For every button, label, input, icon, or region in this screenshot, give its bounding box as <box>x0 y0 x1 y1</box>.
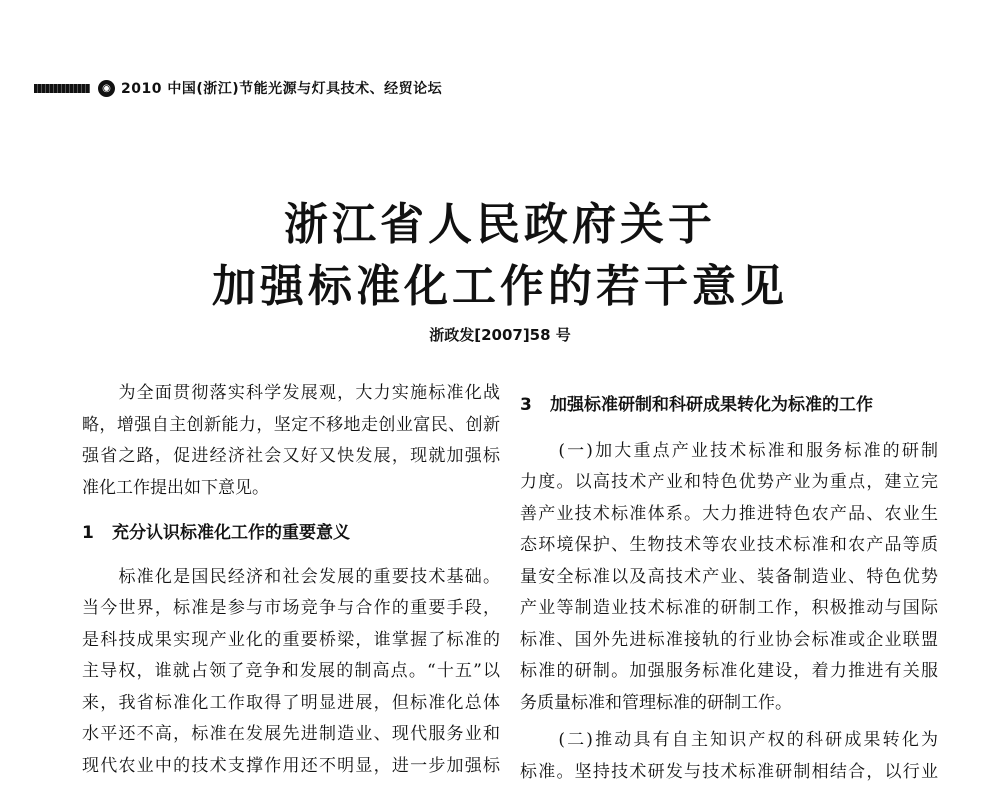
text-line: 力度。以高技术产业和特色优势产业为重点，建立完 <box>520 467 938 499</box>
section-3-number: 3 <box>520 390 550 422</box>
text-line: 产业等制造业技术标准的研制工作，积极推动与国际 <box>520 593 938 625</box>
section-1-title: 充分认识标准化工作的重要意义 <box>112 523 350 543</box>
text-line: 当今世界，标准是参与市场竞争与合作的重要手段， <box>82 593 500 625</box>
text-line: 态环境保护、生物技术等农业技术标准和农产品等质 <box>520 530 938 562</box>
title-line-1: 浙江省人民政府关于 <box>0 188 1000 252</box>
text-line: 准化工作提出如下意见。 <box>82 473 500 505</box>
text-line: 来，我省标准化工作取得了明显进展，但标准化总体 <box>82 688 500 720</box>
section-3-heading <box>520 390 938 422</box>
section-1-paragraph <box>82 562 500 783</box>
text-line: 现代农业中的技术支撑作用还不明显，进一步加强标 <box>82 751 500 783</box>
section-3-paragraph-2 <box>520 725 938 788</box>
text-line: 标准化是国民经济和社会发展的重要技术基础。 <box>82 562 500 594</box>
text-line: 是科技成果实现产业化的重要桥梁，谁掌握了标准的 <box>82 625 500 657</box>
running-head-text: 2010 中国(浙江)节能光源与灯具技术、经贸论坛 <box>121 78 442 98</box>
intro-paragraph <box>82 378 500 504</box>
text-line: 善产业技术标准体系。大力推进特色农产品、农业生 <box>520 499 938 531</box>
title-line-2: 加强标准化工作的若干意见 <box>0 250 1000 314</box>
header-bar-graphic <box>34 84 90 93</box>
text-line: 强省之路，促进经济社会又好又快发展，现就加强标 <box>82 441 500 473</box>
text-line: 水平还不高，标准在发展先进制造业、现代服务业和 <box>82 719 500 751</box>
text-line: 标准的研制。加强服务标准化建设，着力推进有关服 <box>520 656 938 688</box>
right-column <box>520 378 938 788</box>
forum-logo-icon: ◉ <box>98 80 115 97</box>
text-line: 量安全标准以及高技术产业、装备制造业、特色优势 <box>520 562 938 594</box>
section-3-paragraph-1 <box>520 436 938 720</box>
text-line: (一)加大重点产业技术标准和服务标准的研制 <box>520 436 938 468</box>
text-line: 标准、国外先进标准接轨的行业协会标准或企业联盟 <box>520 625 938 657</box>
section-1-heading <box>82 518 500 550</box>
text-line: 主导权，谁就占领了竞争和发展的制高点。“十五”以 <box>82 656 500 688</box>
document-number: 浙政发[2007]58 号 <box>0 324 1000 345</box>
left-column <box>82 378 500 782</box>
text-line: 略，增强自主创新能力，坚定不移地走创业富民、创新 <box>82 410 500 442</box>
text-line: 为全面贯彻落实科学发展观，大力实施标准化战 <box>82 378 500 410</box>
text-line: 标准。坚持技术研发与技术标准研制相结合，以行业 <box>520 757 938 788</box>
section-3-title: 加强标准研制和科研成果转化为标准的工作 <box>550 395 873 415</box>
section-1-number: 1 <box>82 518 112 550</box>
text-line: 务质量标准和管理标准的研制工作。 <box>520 688 938 720</box>
running-head <box>34 78 442 98</box>
text-line: (二)推动具有自主知识产权的科研成果转化为 <box>520 725 938 757</box>
